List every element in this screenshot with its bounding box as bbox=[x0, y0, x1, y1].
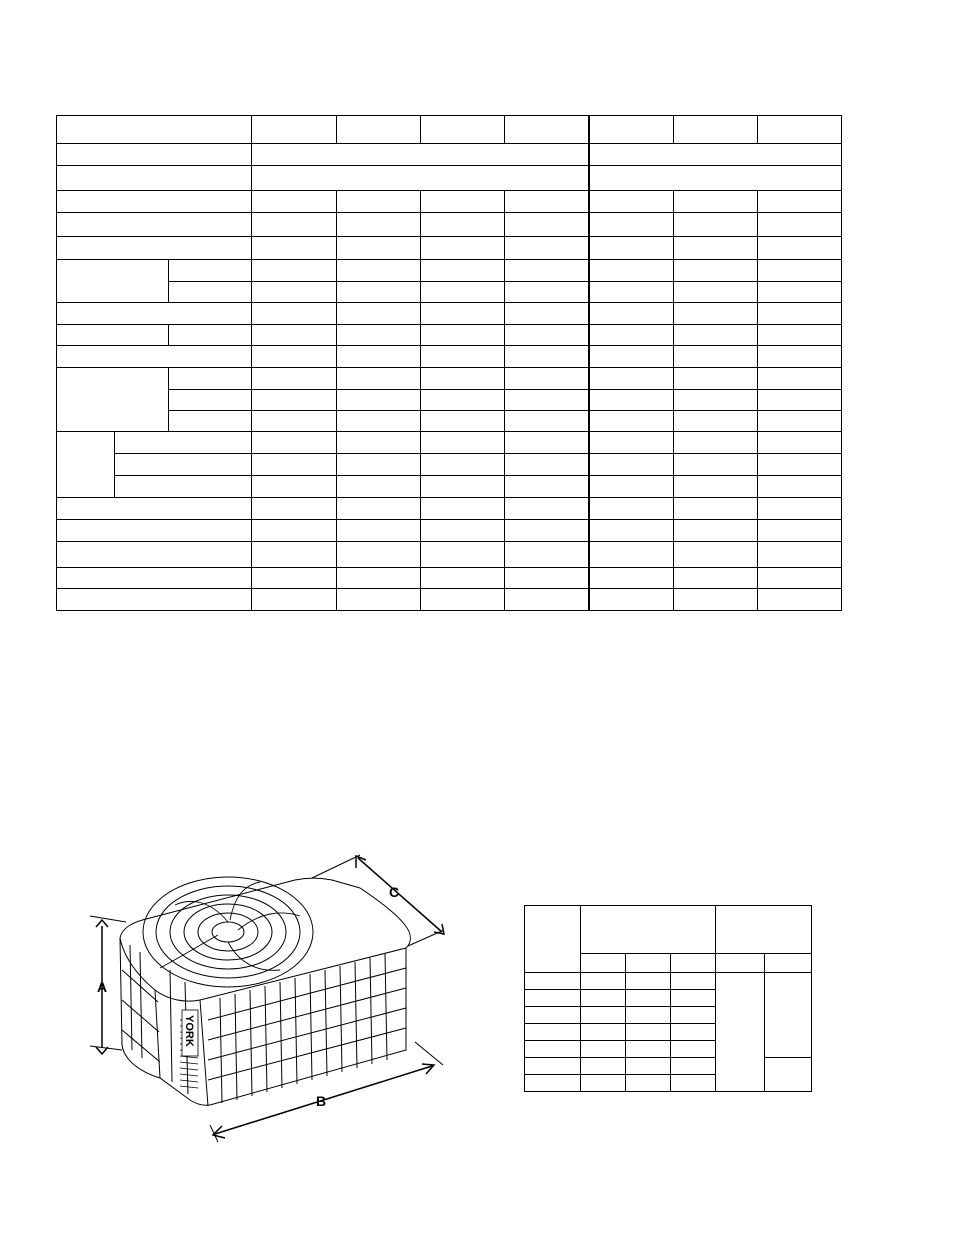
table-row bbox=[57, 542, 842, 568]
dimension-a-label: A bbox=[97, 979, 108, 995]
table-row bbox=[525, 973, 812, 990]
table-row bbox=[57, 303, 842, 325]
specifications-table bbox=[56, 115, 842, 611]
table-row bbox=[57, 498, 842, 520]
table-row bbox=[57, 411, 842, 432]
table-row bbox=[57, 520, 842, 542]
fan-guard bbox=[143, 877, 313, 987]
dimension-c-label: C bbox=[389, 884, 400, 900]
table-row bbox=[57, 237, 842, 260]
unit-front-face bbox=[120, 938, 406, 1105]
table-row bbox=[57, 213, 842, 237]
table-row bbox=[57, 166, 842, 191]
table-row bbox=[57, 390, 842, 411]
table-row bbox=[57, 325, 842, 346]
table-row bbox=[525, 1058, 812, 1075]
fan-hub bbox=[212, 922, 244, 942]
york-logo: YORK bbox=[183, 1015, 195, 1047]
dimension-b-label: B bbox=[316, 1093, 327, 1109]
table-row bbox=[525, 906, 812, 954]
table-row bbox=[57, 589, 842, 611]
table-row bbox=[57, 191, 842, 213]
table-row bbox=[57, 476, 842, 498]
table-row bbox=[57, 368, 842, 390]
table-row bbox=[57, 346, 842, 368]
table-row bbox=[57, 260, 842, 282]
table-row bbox=[57, 282, 842, 303]
table-row bbox=[57, 144, 842, 166]
table-row bbox=[57, 116, 842, 144]
dimensions-table bbox=[524, 905, 812, 1092]
condenser-unit-drawing bbox=[60, 850, 460, 1150]
table-row bbox=[57, 454, 842, 476]
table-row bbox=[57, 432, 842, 454]
table-row bbox=[57, 568, 842, 589]
